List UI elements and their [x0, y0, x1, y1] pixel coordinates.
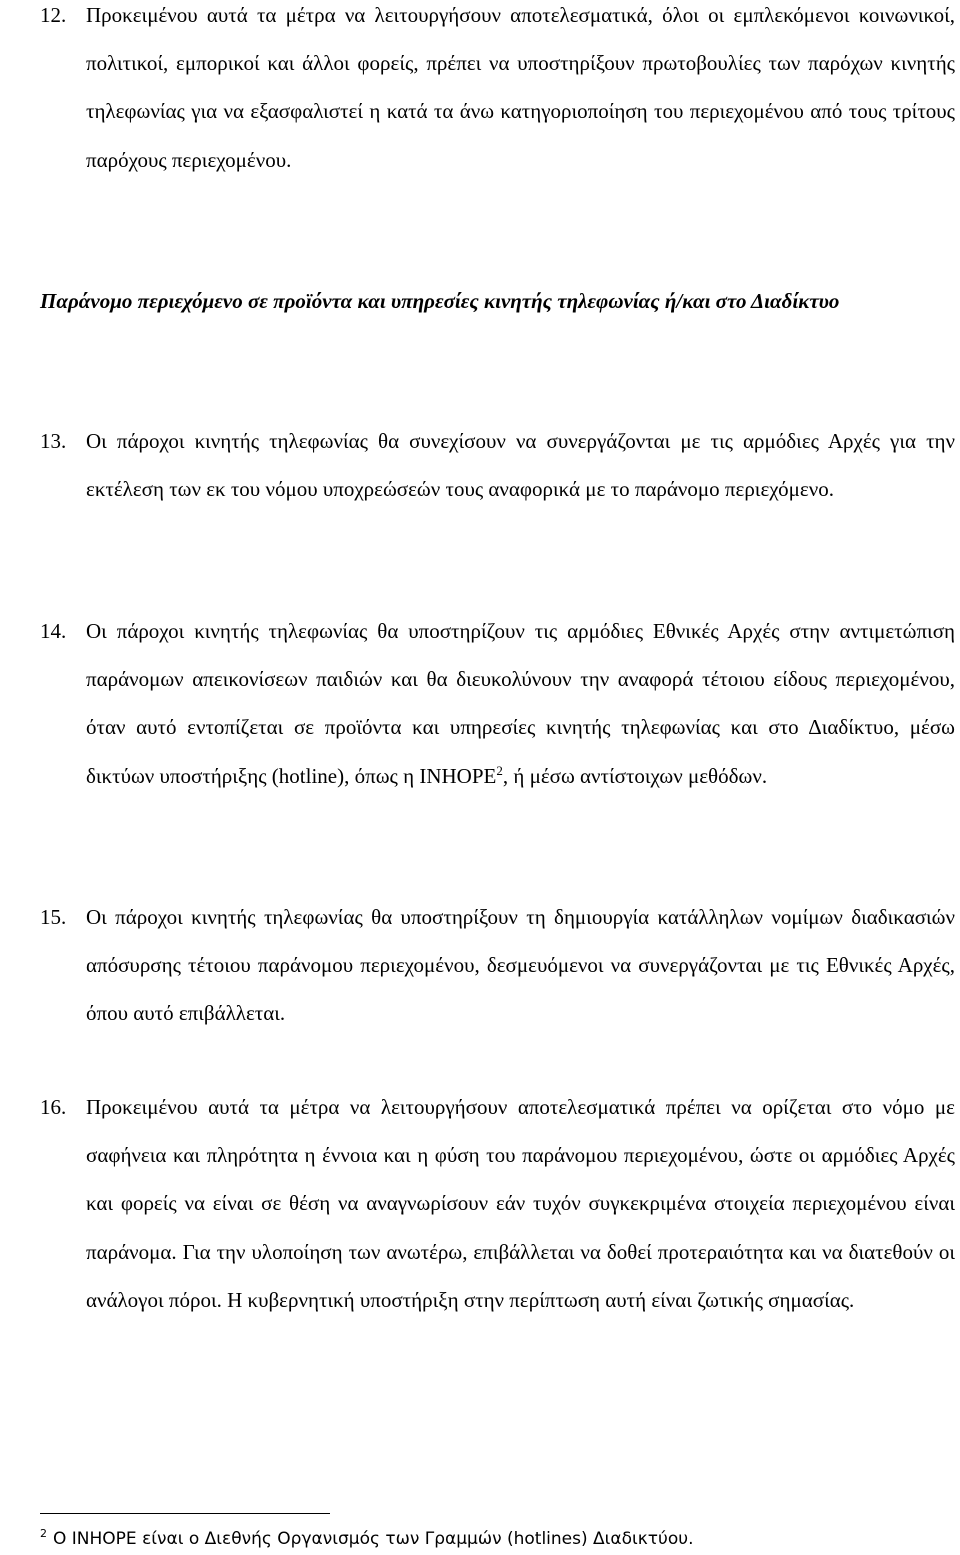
paragraph-number: 12. [40, 3, 67, 27]
paragraph-text-part: Οι πάροχοι κινητής τηλεφωνίας θα υποστηρίζουν τις αρμόδιες Εθνικές Αρχές στην αντιμετώπιση παράνομων απεικονίσεων παιδιών και θα διευκολύνουν την αναφορά τέτοιου είδους περιεχομένου, όταν αυτό εντοπίζεται σε προϊόντα και υπηρεσίες κινητής τηλεφωνίας και στο Διαδίκτυο, μέσω δικτύων υποστήριξης (hotline), όπως η INHOPE [86, 619, 955, 788]
paragraph-14 [40, 607, 955, 800]
paragraph-number: 14. [40, 619, 67, 643]
section-heading: Παράνομο περιεχόμενο σε προϊόντα και υπηρεσίες κινητής τηλεφωνίας ή/και στο Διαδίκτυο [40, 289, 840, 313]
footnote-text: Ο INHOPE είναι ο Διεθνής Οργανισμός των Γραμμών (hotlines) Διαδικτύου. [53, 1529, 694, 1549]
paragraph-number: 16. [40, 1095, 67, 1119]
paragraph-16 [40, 1083, 955, 1324]
paragraph-number: 13. [40, 429, 67, 453]
paragraph-13 [40, 417, 955, 513]
paragraph-text: Οι πάροχοι κινητής τηλεφωνίας θα υποστηρίξουν τη δημιουργία κατάλληλων νομίμων διαδικασιών απόσυρσης τέτοιου παράνομου περιεχομένου, δεσμευόμενοι να συνεργάζονται με τις Εθνικές Αρχές, όπου αυτό επιβάλλεται. [86, 905, 955, 1026]
paragraph-text: Οι πάροχοι κινητής τηλεφωνίας θα συνεχίσουν να συνεργάζονται με τις αρμόδιες Αρχές για την εκτέλεση των εκ του νόμου υποχρεώσεών τους αναφορικά με το παράνομο περιεχόμενο. [86, 429, 955, 502]
footnote-reference: 2 [496, 762, 503, 778]
footnote [40, 1527, 940, 1551]
paragraph-text [86, 607, 955, 800]
paragraph-text: Προκειμένου αυτά τα μέτρα να λειτουργήσουν αποτελεσματικά, όλοι οι εμπλεκόμενοι κοινωνικοί, πολιτικοί, εμπορικοί και άλλοι φορείς, πρέπει να υποστηρίξουν πρωτοβουλίες των παρόχων κινητής τηλεφωνίας για να εξασφαλιστεί η κατά τα άνω κατηγοριοποίηση του περιεχομένου από τους τρίτους παρόχους περιεχομένου. [86, 3, 955, 172]
footnote-divider [40, 1513, 330, 1514]
paragraph-text: Προκειμένου αυτά τα μέτρα να λειτουργήσουν αποτελεσματικά πρέπει να ορίζεται στο νόμο με σαφήνεια και πληρότητα η έννοια και η φύση του παράνομου περιεχομένου, ώστε οι αρμόδιες Αρχές και φορείς να είναι σε θέση να αναγνωρίσουν εάν τυχόν συγκεκριμένα στοιχεία περιεχομένου είναι παράνομα. Για την υλοποίηση των ανωτέρω, επιβάλλεται να δοθεί προτεραιότητα και να διατεθούν οι ανάλογοι πόροι. Η κυβερνητική υποστήριξη στην περίπτωση αυτή είναι ζωτικής σημασίας. [86, 1095, 955, 1312]
paragraph-15 [40, 893, 955, 1038]
paragraph-text-part: , ή μέσω αντίστοιχων μεθόδων. [502, 763, 768, 788]
paragraph-12 [40, 0, 955, 184]
paragraph-number: 15. [40, 905, 67, 929]
footnote-mark: 2 [40, 1527, 47, 1541]
